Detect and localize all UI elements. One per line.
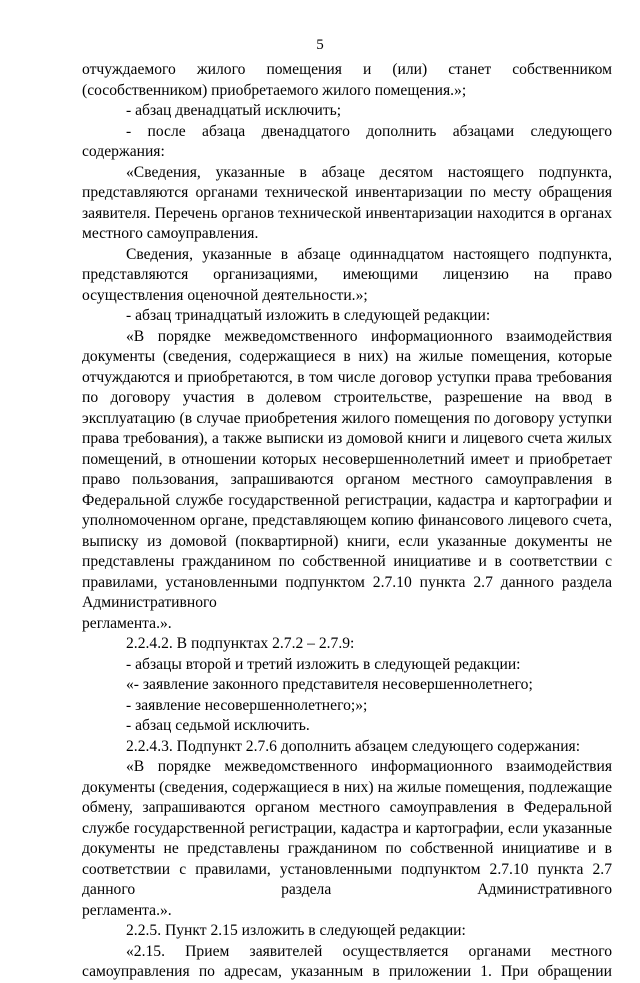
paragraph: - абзац тринадцатый изложить в следующей редакции: (126, 307, 491, 324)
paragraph: «В порядке межведомственного информационного взаимодействия документы (сведения, содержащиеся в них) на жилые помещения, которые отчуждаются и приобретаются, в том числе договор уступки права требования по договору участия в долевом строительстве, разрешение на ввод в эксплуатацию (в случае приобретения жилого помещения по договору уступки права требования), а также выписки из домовой книги и лицевого счета жилых помещений, в отношении которых несовершеннолетний имеет и приобретает право пользования, запрашиваются органом местного самоуправления в Федеральной службе государственной регистрации, кадастра и картографии и уполномоченном органе, представляющем копию финансового лицевого счета, выписку из домовой (поквартирной) книги, если указанные документы не представлены гражданином по собственной инициативе и в соответствии с правилами, установленными подпунктом 2.7.10 пункта 2.7 данного раздела Административного (82, 327, 612, 611)
paragraph: - абзац двенадцатый исключить; (126, 102, 342, 119)
paragraph: отчуждаемого жилого помещения и (или) станет собственником (сособственником) приобретаемого жилого помещения.»; (82, 61, 612, 99)
paragraph: «Сведения, указанные в абзаце десятом настоящего подпункта, представляются органами технической инвентаризации по месту обращения заявителя. Перечень органов технической инвентаризации находится в органах местного самоуправления. (82, 163, 612, 242)
paragraph: «В порядке межведомственного информационного взаимодействия документы (сведения, содержащиеся в них) на жилые помещения, подлежащие обмену, запрашиваются органом местного самоуправления в Федеральной службе государственной регистрации, кадастра и картографии, если указанные документы не представлены гражданином по собственной инициативе и в соответствии с правилами, установленными подпунктом 2.7.10 пункта 2.7 данного раздела Административного (82, 758, 612, 898)
paragraph: «2.15. Прием заявителей осуществляется органами местного самоуправления по адресам, указанным в приложении 1. При обращении (82, 942, 612, 980)
paragraph: 2.2.5. Пункт 2.15 изложить в следующей редакции: (126, 922, 466, 939)
paragraph: - заявление несовершеннолетнего;»; (126, 696, 368, 714)
paragraph: «- заявление законного представителя несовершеннолетнего; (126, 676, 533, 693)
paragraph: - абзацы второй и третий изложить в следующей редакции: (126, 655, 521, 673)
paragraph: 2.2.4.2. В подпунктах 2.7.2 – 2.7.9: (126, 635, 355, 652)
paragraph: - абзац седьмой исключить. (126, 717, 310, 734)
paragraph: регламента.». (82, 614, 172, 632)
paragraph: регламента.». (82, 901, 172, 919)
page-number: 5 (316, 37, 324, 53)
document-body (82, 60, 612, 983)
paragraph: - после абзаца двенадцатого дополнить абзацами следующего содержания: (82, 122, 612, 160)
paragraph: Сведения, указанные в абзаце одиннадцатом настоящего подпункта, представляются организациями, имеющими лицензию на право осуществления оценочной деятельности.»; (82, 245, 612, 304)
paragraph: 2.2.4.3. Подпункт 2.7.6 дополнить абзацем следующего содержания: (126, 737, 581, 755)
